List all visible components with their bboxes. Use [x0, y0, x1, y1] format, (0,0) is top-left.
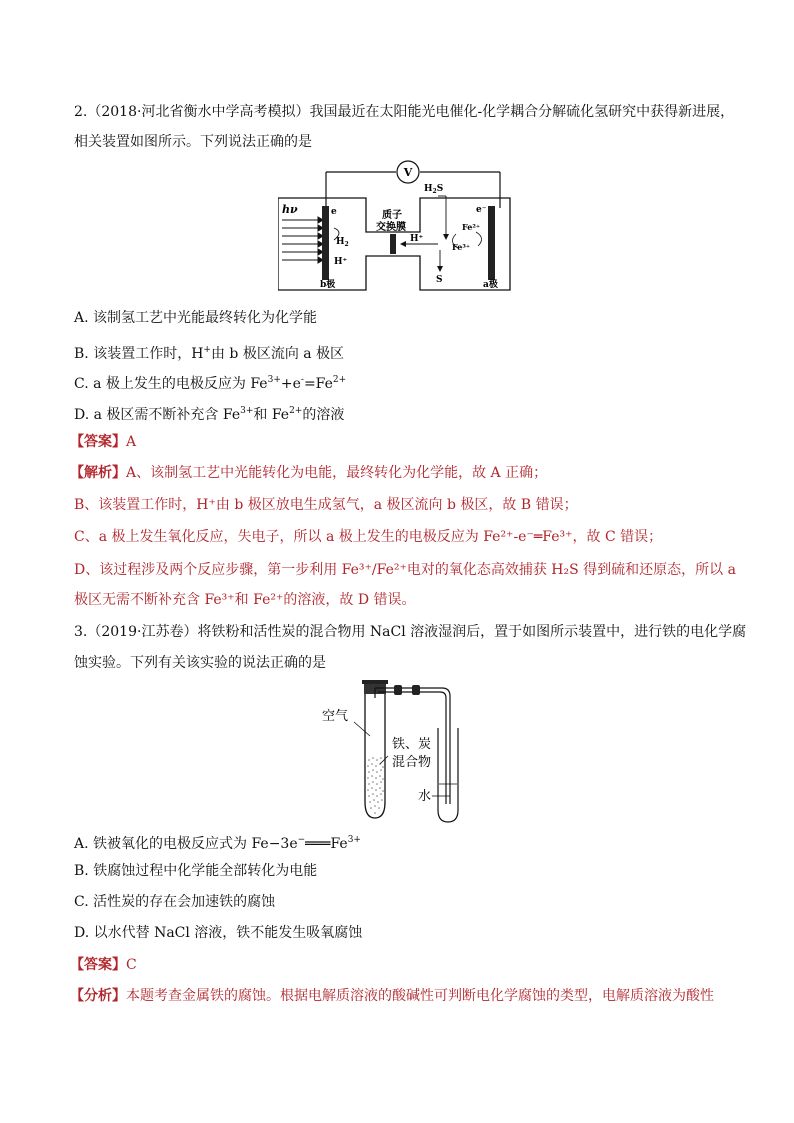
h2-sub: 2: [344, 241, 349, 248]
mix-label-2: 混合物: [392, 755, 432, 770]
q2-stem-line1: [74, 102, 734, 122]
fe2-label: Fe²⁺: [462, 222, 481, 232]
q2-answer-value: A: [126, 434, 137, 450]
svg-text:H2: [336, 237, 349, 248]
mix-label-1: 铁、炭: [392, 737, 432, 752]
b-electrode: [322, 206, 329, 280]
q3-stem-line1: [74, 622, 746, 642]
h2-label: H: [336, 237, 345, 247]
q2-analysis-c: C、a 极上发生氧化反应，失电子，所以 a 极上发生的电极反应为 Fe²⁺-e⁻═Fe³⁺，故 C 错误；: [74, 529, 663, 545]
fe3-label: Fe³⁺: [452, 242, 471, 252]
q2-stem-text1: 我国最近在太阳能光电催化-化学耦合分解硫化氢研究中获得新进展，: [309, 104, 735, 120]
q2-answer: 【答案】A: [70, 434, 137, 450]
q2-option-b: B. 该装置工作时，H+由 b 极区流向 a 极区: [74, 345, 345, 362]
q3-option-a: A. 铁被氧化的电极反应式为 $Fe-3e^-═══Fe^{3+}$: [74, 835, 361, 852]
q2-option-c: C. a 极上发生的电极反应为 $Fe^{3+}+e^-=Fe^{2+}$: [74, 375, 347, 392]
a-electrode: [488, 206, 495, 280]
q2-analysis-d2: 极区无需不断补充含 Fe³⁺和 Fe²⁺的溶液，故 D 错误。: [74, 592, 416, 608]
q3-corrosion-figure: [318, 676, 498, 826]
membrane-label-2: 交换膜: [376, 222, 406, 233]
air-label: 空气: [322, 709, 349, 724]
s-product-label: S: [436, 275, 443, 285]
q2-analysis-a: 【解析】A、该制氢工艺中光能转化为电能，最终转化为化学能，故 A 正确；: [70, 465, 548, 481]
q3-source: （2019·江苏卷）: [87, 624, 198, 640]
q2-number: 2.: [74, 104, 88, 120]
q3-stem-text1: 将铁粉和活性炭的混合物用 NaCl 溶液湿润后，置于如图所示装置中，进行铁的电化学腐: [197, 624, 747, 640]
b-electron-label: e: [331, 207, 337, 217]
svg-text:H2S: $H_2S$: [424, 184, 444, 195]
q3-answer: 【答案】C: [70, 957, 137, 973]
membrane-label-1: 质子: [382, 210, 402, 221]
water-label: 水: [418, 789, 432, 804]
membrane: [390, 234, 396, 254]
q3-option-c: C. 活性炭的存在会加速铁的腐蚀: [74, 894, 276, 910]
a-electrode-label: a极: [483, 280, 498, 290]
q2-option-d: D. a 极区需不断补充含 $Fe^{3+}$和 $Fe^{2+}$的溶液: [74, 406, 345, 423]
q2-stem-line2: 相关装置如图所示。下列说法正确的是: [74, 134, 312, 150]
b-electrode-label: b极: [320, 280, 336, 290]
voltmeter-label: V: [403, 166, 413, 179]
a-electron-label: e⁻: [476, 205, 487, 215]
q3-answer-value: C: [126, 957, 137, 973]
hplus-left-label: H⁺: [334, 257, 348, 267]
q3-stem-line2: 蚀实验。下列有关该实验的说法正确的是: [74, 655, 326, 671]
q2-electrolysis-figure: [278, 160, 518, 298]
hv-label: hν: [282, 203, 298, 216]
hplus-mid-label: H⁺: [410, 234, 424, 244]
q3-analysis: 【分析】本题考查金属铁的腐蚀。根据电解质溶液的酸碱性可判断电化学腐蚀的类型，电解质溶液为酸性: [70, 988, 714, 1004]
q3-option-b: B. 铁腐蚀过程中化学能全部转化为电能: [74, 863, 318, 879]
q3-number: 3.: [74, 624, 88, 640]
q2-analysis-d1: D、该过程涉及两个反应步骤，第一步利用 Fe³⁺/Fe²⁺电对的氧化态高效捕获 H₂S 得到硫和还原态，所以 a: [74, 562, 736, 578]
q3-option-d: D. 以水代替 NaCl 溶液，铁不能发生吸氧腐蚀: [74, 925, 363, 941]
q2-analysis-b: B、该装置工作时，H⁺由 b 极区放电生成氢气，a 极区流向 b 极区，故 B 错误；: [74, 497, 578, 513]
q2-option-a: A. 该制氢工艺中光能最终转化为化学能: [74, 310, 318, 326]
q2-source: （2018·河北省衡水中学高考模拟）: [87, 104, 310, 120]
